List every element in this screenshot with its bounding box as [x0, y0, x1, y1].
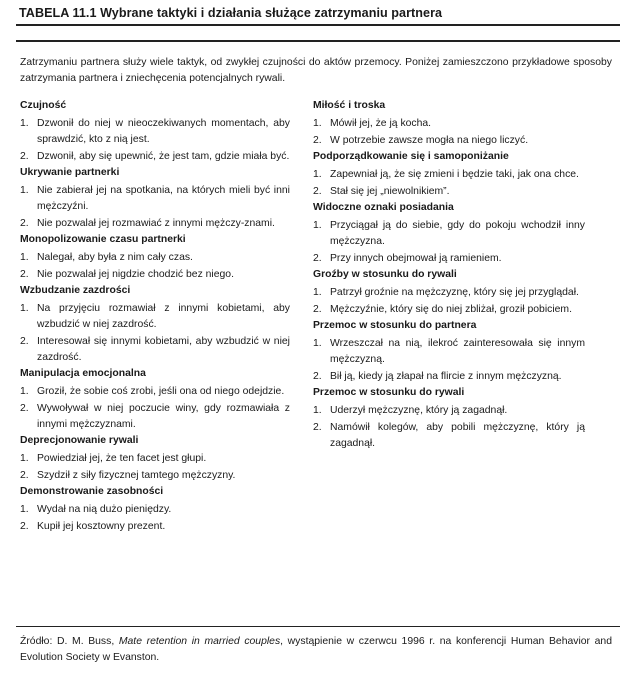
tactic-section — [20, 232, 290, 283]
list-item — [20, 301, 290, 333]
item-number: 1. — [20, 184, 29, 196]
tactic-section — [313, 149, 585, 200]
list-item — [20, 401, 290, 433]
item-number: 1. — [313, 337, 322, 349]
item-number: 1. — [20, 503, 29, 515]
item-text: Mówił jej, że ją kocha. — [330, 117, 432, 129]
item-number: 2. — [20, 521, 29, 532]
list-item — [20, 384, 290, 400]
item-number: 2. — [313, 186, 322, 197]
item-text: Przyciągał ją do siebie, gdy do pokoju wchodził inny mężczyzna. — [330, 219, 585, 247]
item-number: 2. — [313, 422, 322, 433]
section-title: Podporządkowanie się i samoponiżanie — [313, 151, 509, 162]
left-column — [20, 98, 290, 535]
list-item — [313, 403, 585, 419]
item-number: 1. — [313, 168, 322, 180]
item-text: Bił ją, kiedy ją złapał na flircie z innym mężczyzną. — [330, 371, 562, 382]
list-item — [20, 468, 290, 484]
item-text: Wywoływał w niej poczucie winy, gdy rozmawiała z innymi mężczyznami. — [37, 403, 290, 430]
item-number: 2. — [313, 253, 322, 264]
item-text: Mężczyźnie, który się do niej zbliżał, groził pobiciem. — [330, 304, 572, 315]
section-title: Przemoc w stosunku do rywali — [313, 387, 465, 398]
list-item — [313, 369, 585, 385]
list-item — [20, 183, 290, 215]
tactic-section — [313, 267, 585, 318]
item-text: Zapewniał ją, że się zmieni i będzie taki, jak ona chce. — [330, 168, 579, 180]
item-text: Groził, że sobie coś zrobi, jeśli ona od niego odejdzie. — [37, 385, 285, 397]
tactic-section — [20, 484, 290, 535]
item-number: 1. — [20, 385, 29, 397]
intro-paragraph: Zatrzymaniu partnera służy wiele taktyk, od zwykłej czujności do aktów przemocy. Poniżej zamieszczono przykładowe sposoby zatrzymania partnera i zniechęcenia potencjalnych rywali. — [20, 57, 612, 84]
item-number: 1. — [313, 117, 322, 129]
item-number: 2. — [20, 151, 29, 162]
item-number: 2. — [313, 371, 322, 382]
source-rule — [16, 626, 620, 627]
tactic-section — [20, 98, 290, 165]
section-title: Widoczne oznaki posiadania — [313, 202, 454, 213]
item-text: Przy innych obejmował ją ramieniem. — [330, 253, 502, 264]
item-number: 1. — [313, 404, 322, 416]
item-number: 2. — [20, 218, 29, 229]
list-item — [20, 116, 290, 148]
list-item — [20, 216, 290, 232]
item-text: Nalegał, aby była z nim cały czas. — [37, 251, 193, 263]
item-text: Nie pozwalał jej rozmawiać z innymi mężczy-znami. — [37, 218, 275, 229]
list-item — [313, 336, 585, 368]
item-text: Kupił jej kosztowny prezent. — [37, 521, 166, 532]
section-title: Groźby w stosunku do rywali — [313, 269, 457, 280]
item-text: Uderzył mężczyznę, który ją zagadnął. — [330, 404, 508, 416]
list-item — [313, 116, 585, 132]
list-item — [313, 302, 585, 318]
item-number: 1. — [20, 251, 29, 263]
section-title: Wzbudzanie zazdrości — [20, 285, 131, 296]
section-title: Czujność — [20, 100, 67, 111]
item-number: 1. — [20, 117, 29, 129]
item-number: 1. — [313, 219, 322, 231]
item-number: 2. — [20, 470, 29, 481]
list-item — [20, 250, 290, 266]
tactic-section — [20, 433, 290, 484]
source-suffix: , wystąpienie w czerwcu 1996 r. na konferencji Human Behavior and Evolution Society w Evanston. — [20, 636, 612, 663]
item-text: Interesował się innymi kobietami, aby wzbudzić w niej zazdrość. — [37, 336, 290, 363]
source-note — [20, 634, 612, 666]
item-number: 1. — [20, 452, 29, 464]
item-text: Dzwonił do niej w nieoczekiwanych momentach, aby sprawdzić, kto z nią jest. — [37, 117, 290, 145]
item-text: Szydził z siły fizycznej tamtego mężczyzny. — [37, 470, 236, 481]
section-title: Przemoc w stosunku do partnera — [313, 320, 477, 331]
item-text: Dzwonił, aby się upewnić, że jest tam, gdzie miała być. — [37, 151, 290, 162]
tactic-section — [313, 385, 585, 452]
list-item — [20, 267, 290, 283]
item-text: Wydał na nią dużo pieniędzy. — [37, 503, 172, 515]
title-bottom-rule — [16, 40, 620, 42]
section-title: Miłość i troska — [313, 100, 386, 111]
right-column — [313, 98, 585, 452]
list-item — [313, 420, 585, 452]
item-text: W potrzebie zawsze mogła na niego liczyć. — [330, 135, 529, 146]
item-text: Na przyjęciu rozmawiał z innymi kobietami, aby wzbudzić w niej zazdrość. — [37, 302, 290, 330]
item-number: 1. — [313, 286, 322, 298]
list-item — [20, 502, 290, 518]
tactic-section — [20, 165, 290, 232]
item-text: Namówił kolegów, aby pobili mężczyznę, który ją zagadnął. — [330, 422, 585, 449]
section-title: Monopolizowanie czasu partnerki — [20, 234, 186, 245]
item-number: 2. — [20, 269, 29, 280]
item-number: 2. — [20, 403, 29, 414]
section-title: Demonstrowanie zasobności — [20, 486, 164, 497]
tactic-section — [313, 98, 585, 149]
table-title: TABELA 11.1 Wybrane taktyki i działania służące zatrzymaniu partnera — [19, 6, 443, 20]
list-item — [313, 133, 585, 149]
item-number: 1. — [20, 302, 29, 314]
item-text: Stał się jej „niewolnikiem”. — [330, 186, 450, 197]
tactic-section — [20, 283, 290, 366]
section-title: Ukrywanie partnerki — [20, 167, 120, 178]
item-text: Patrzył groźnie na mężczyznę, który się jej przyglądał. — [330, 286, 579, 298]
title-top-rule — [16, 24, 620, 26]
item-text: Wrzeszczał na nią, ilekroć zainteresowała się innym mężczyzną. — [330, 337, 585, 365]
list-item — [20, 334, 290, 366]
list-item — [20, 519, 290, 535]
item-text: Powiedział jej, że ten facet jest głupi. — [37, 452, 207, 464]
section-title: Manipulacja emocjonalna — [20, 368, 146, 379]
source-prefix: Źródło: D. M. Buss, — [20, 636, 119, 647]
source-work-title: Mate retention in married couples — [118, 636, 281, 647]
section-title: Deprecjonowanie rywali — [20, 435, 139, 446]
list-item — [313, 251, 585, 267]
list-item — [313, 285, 585, 301]
item-number: 2. — [20, 336, 29, 347]
list-item — [20, 149, 290, 165]
list-item — [313, 184, 585, 200]
tactic-section — [313, 318, 585, 385]
tactic-section — [20, 366, 290, 433]
item-text: Nie zabierał jej na spotkania, na których mieli być inni mężczyźni. — [37, 184, 290, 212]
list-item — [20, 451, 290, 467]
item-text: Nie pozwalał jej nigdzie chodzić bez niego. — [37, 269, 234, 280]
list-item — [313, 167, 585, 183]
tactic-section — [313, 200, 585, 267]
item-number: 2. — [313, 135, 322, 146]
list-item — [313, 218, 585, 250]
item-number: 2. — [313, 304, 322, 315]
